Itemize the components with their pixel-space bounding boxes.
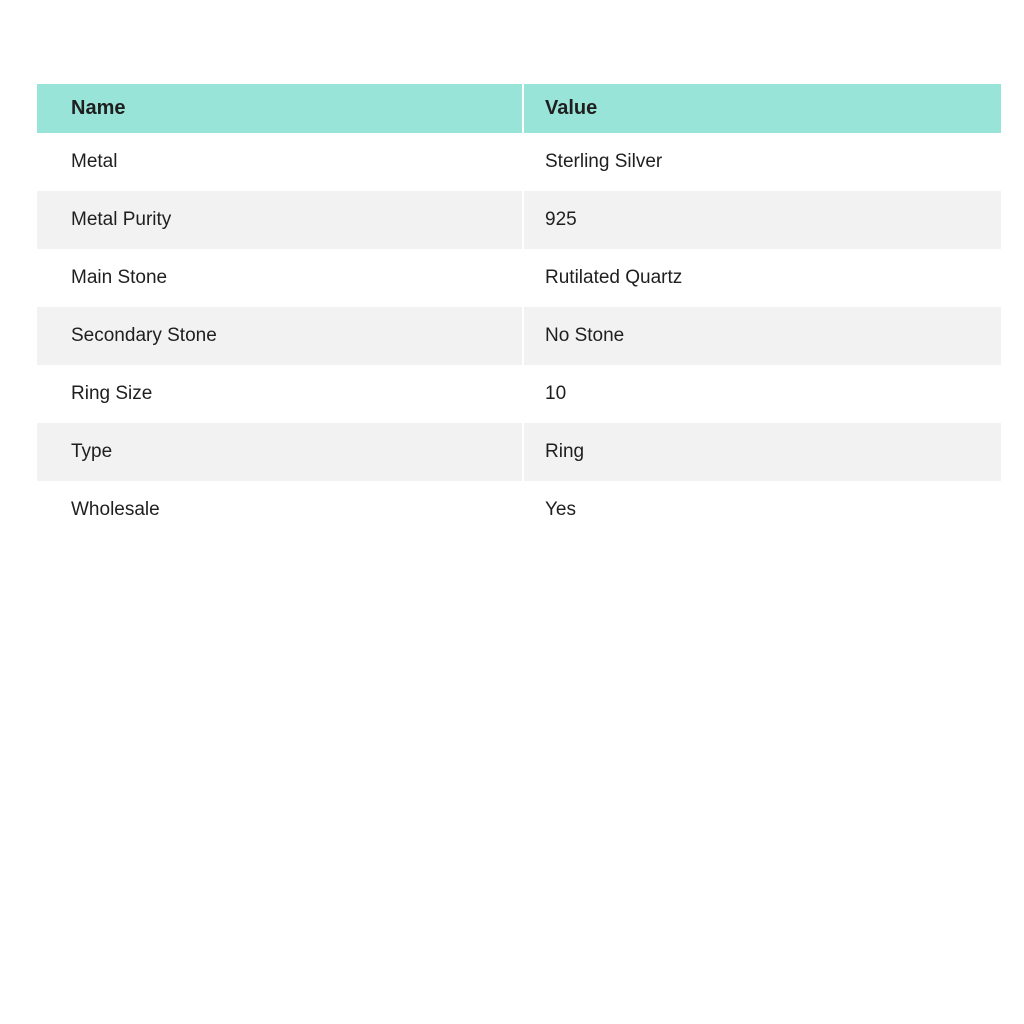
product-spec-table xyxy=(37,84,1001,539)
cell-name: Metal xyxy=(37,133,523,191)
table-row xyxy=(37,249,1001,307)
table-row xyxy=(37,307,1001,365)
cell-value: Yes xyxy=(523,481,1001,539)
spec-table xyxy=(37,84,1001,539)
cell-value: No Stone xyxy=(523,307,1001,365)
cell-name: Wholesale xyxy=(37,481,523,539)
header-value: Value xyxy=(523,84,1001,133)
cell-name: Ring Size xyxy=(37,365,523,423)
cell-name: Type xyxy=(37,423,523,481)
table-row xyxy=(37,133,1001,191)
table-row xyxy=(37,365,1001,423)
table-row xyxy=(37,481,1001,539)
table-row xyxy=(37,191,1001,249)
cell-name: Secondary Stone xyxy=(37,307,523,365)
cell-value: Sterling Silver xyxy=(523,133,1001,191)
cell-value: 925 xyxy=(523,191,1001,249)
cell-value: Ring xyxy=(523,423,1001,481)
header-name: Name xyxy=(37,84,523,133)
table-row xyxy=(37,423,1001,481)
cell-value: Rutilated Quartz xyxy=(523,249,1001,307)
cell-name: Metal Purity xyxy=(37,191,523,249)
cell-name: Main Stone xyxy=(37,249,523,307)
table-header-row xyxy=(37,84,1001,133)
cell-value: 10 xyxy=(523,365,1001,423)
